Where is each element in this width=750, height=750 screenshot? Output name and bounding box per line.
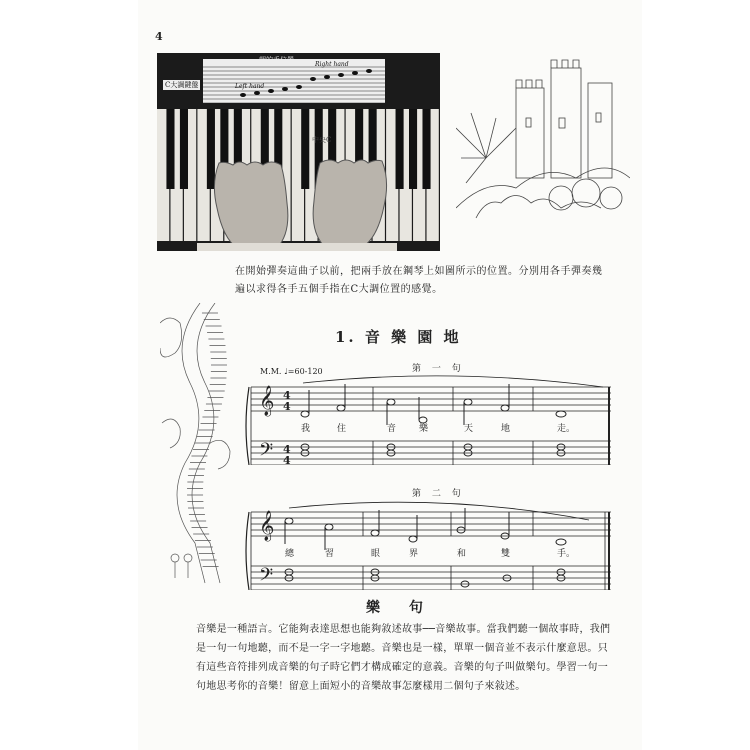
middle-c-label: 中央C <box>312 136 332 144</box>
photo-caption-title: 朝的手位置 <box>259 56 294 64</box>
black-key <box>180 109 188 189</box>
black-key <box>166 109 174 189</box>
song-title: 1. 音 樂 園 地 <box>335 328 462 346</box>
section-heading: 樂 句 <box>366 600 435 616</box>
black-key <box>422 109 430 189</box>
svg-text:𝄢: 𝄢 <box>259 565 274 590</box>
lyric-1-2: 住 <box>337 424 347 434</box>
castle-illustration <box>456 58 630 224</box>
right-hand-label: Right hand <box>315 61 349 68</box>
staff-card <box>203 59 385 103</box>
svg-text:𝄞: 𝄞 <box>259 511 275 541</box>
staircase-illustration <box>160 303 232 585</box>
piano-hands-photo <box>157 53 440 251</box>
black-key <box>396 109 404 189</box>
svg-text:4: 4 <box>283 400 291 413</box>
lyric-2-3: 眼 <box>371 549 381 559</box>
svg-text:𝄢: 𝄢 <box>259 440 274 465</box>
lyric-2-4: 界 <box>409 549 419 559</box>
castle-drawing <box>456 58 630 224</box>
lyric-2-5: 和 <box>457 549 467 559</box>
lyric-1-1: 我 <box>301 424 311 434</box>
lyric-2-1: 總 <box>285 549 295 559</box>
svg-text:𝄞: 𝄞 <box>259 386 275 416</box>
lyric-1-3: 音 <box>387 424 397 434</box>
lyric-2-6: 雙 <box>501 549 511 559</box>
score-phrase-2 <box>243 500 615 590</box>
black-key <box>301 109 309 189</box>
lyric-1-4: 樂 <box>419 424 429 434</box>
phrase2-label: 第 二 句 <box>412 489 465 499</box>
svg-text:4: 4 <box>283 389 291 402</box>
grand-staff-card <box>203 59 385 103</box>
lyric-2-7: 手。 <box>557 549 576 559</box>
svg-text:4: 4 <box>283 454 291 465</box>
svg-text:4: 4 <box>283 443 291 456</box>
page-number: 4 <box>155 30 163 43</box>
tempo-marking: M.M. ♩=60-120 <box>260 367 323 376</box>
lyric-1-5: 天 <box>464 424 474 434</box>
phrase1-label: 第 一 句 <box>412 364 465 374</box>
key-label: C大調鍵盤 <box>165 81 199 89</box>
lyric-2-2: 習 <box>325 549 335 559</box>
intro-paragraph: 在開始彈奏這曲子以前，把兩手放在鋼琴上如圖所示的位置。分別用各手彈奏幾遍以求得各手五個手指在C大調位置的感覺。 <box>235 266 603 295</box>
lyric-1-7: 走。 <box>557 424 576 434</box>
black-key <box>207 109 215 189</box>
grand-staff-2 <box>243 500 615 590</box>
grand-staff-1 <box>243 375 615 465</box>
black-key <box>409 109 417 189</box>
score-phrase-1 <box>243 375 615 465</box>
section-body: 音樂是一種語言。它能夠表達思想也能夠敘述故事──音樂故事。當我們聽一個故事時，我們是一句一句地聽，而不是一字一字地聽。音樂也是一樣，單單一個音並不表示什麼意思。只有這些音符排列成音樂的句子時它們才構成確定的意義。音樂的句子叫做樂句。學習一句一句地思考你的音樂！留意上面短小的音樂故事怎麼樣用二個句子來敍述。 <box>196 624 611 692</box>
lyric-1-6: 地 <box>501 424 511 434</box>
left-hand-label: Left hand <box>235 83 265 90</box>
staircase-drawing <box>160 303 232 585</box>
